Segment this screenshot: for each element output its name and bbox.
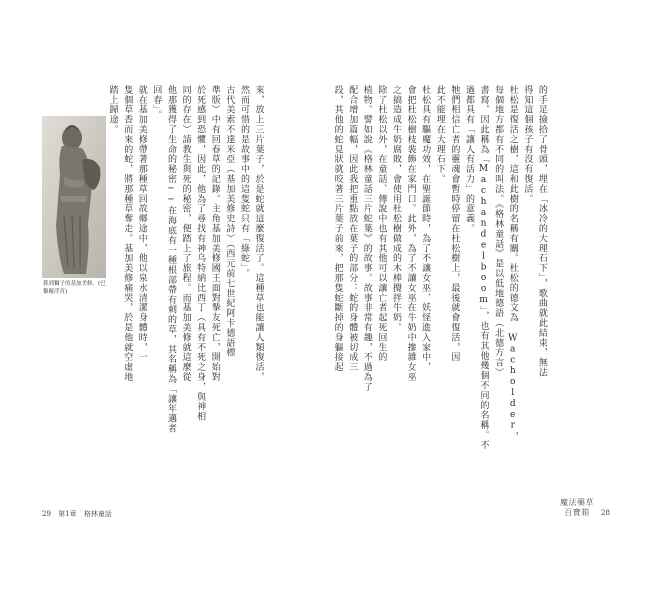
text-column: 杜松具有驅魔功效，在聖誕節時，為了不讓女巫、妖怪進入家中， <box>420 85 431 373</box>
gilgamesh-relief-image <box>42 116 106 278</box>
right-page-number: 28 <box>601 509 610 517</box>
text-column: 他那獲得了生命的秘密──在海底有一種根部帶有刺的草，其名稱為「讓年邁者 <box>165 85 176 434</box>
text-column: 回春」。 <box>151 85 162 121</box>
left-page-body <box>105 85 266 450</box>
series-logo <box>559 498 595 520</box>
text-column: 隻個草香而來的蛇，將那種草奪走。基加美修痛哭，於是他就空虛地 <box>122 85 133 382</box>
text-column: 除了杜松以外，在童話、傳說中也有其他可以讓亡者起死回生的 <box>376 85 387 363</box>
text-column: 於死感到恐懼，因此，他為了尋找有神乌特納比西丁（具有不死之身，與神相 <box>195 85 206 422</box>
text-column: 踏上歸途。 <box>107 85 118 135</box>
left-folio <box>42 509 117 519</box>
text-column: 來，放上三片葉子，於是蛇就這麼復活了。這種草也能讓人類復活， <box>253 85 264 382</box>
text-column: 段，其他的蛇見狀就咬著三片葉子前來，把那隻蛇斷掉的身軀接起 <box>332 85 343 373</box>
text-column: 之搞造成牛奶腐敗，會使用杜松樹做成的木棒攪拌牛奶。 <box>390 85 401 333</box>
series-logo-line-2: 百寶箱 <box>564 508 590 517</box>
chapter-number: 第1章 <box>58 510 77 518</box>
text-column: 配合增加篇幅，因此我把重點放在葉子的部分：蛇的身體被切成三 <box>347 85 358 373</box>
text-column: 此不能埋在大理石下。 <box>434 85 445 184</box>
text-column: 的手足撿拾了骨頭，埋在「冰冷的大理石下」，歌曲就此結束，無法 <box>536 85 547 378</box>
series-logo-line-1: 魔法藥草 <box>560 498 594 507</box>
text-column: 書寫，因此稱為「Machandelboom」，也有其他幾個不同的名稱。不 <box>478 85 489 450</box>
text-column: 杜松是復活之樹，這和此樹的名稱有關。杜松的德文為 Wacholder， <box>507 85 518 442</box>
right-page-body <box>330 85 549 450</box>
text-column: 就在基加美修帶著那種草回故鄉途中，他以泉水清潔身體時，一 <box>136 85 147 363</box>
text-column: 每個地方都有不同的叫法。《格林童話》是以低地德語（北德方言） <box>493 85 504 378</box>
left-page-number: 29 <box>42 510 51 518</box>
text-column: 古代美索不達米亞（基加美修史詩）（西元前七世紀阿卡德語標 <box>224 85 235 358</box>
chapter-title: 格林童話 <box>83 510 112 518</box>
text-column: 過都具有「讓人有活力」的意義。 <box>463 85 474 234</box>
text-column: 得知這個孩子有沒有復活。 <box>522 85 533 204</box>
text-column: 牠們相信亡者的靈魂會暫時停留在杜松樹上，最後就會復活，因 <box>449 85 460 363</box>
text-column: 會把杜松樹枝裝飾在家門口。此外，為了不讓女巫在牛奶中摻雜女巫 <box>405 85 416 382</box>
text-column: 同的存在）請教生與死的秘密，便踏上了旅程。而基加美修就這麼從 <box>180 85 191 382</box>
text-column: 然而可惜的是故事中的這隻蛇只有「綠蛇」。 <box>238 85 249 279</box>
text-column: 準版）中有回春草的記錄。主角基加美修國王面對摯友死亡，開始對 <box>209 85 220 382</box>
image-caption: 抓到獅子的基加美修。(巴黎羅浮宮) <box>43 281 106 295</box>
text-column: 植物。譬如說《格林童話三片蛇葉》的故事。故事非常有趣，不過為了 <box>361 85 372 392</box>
